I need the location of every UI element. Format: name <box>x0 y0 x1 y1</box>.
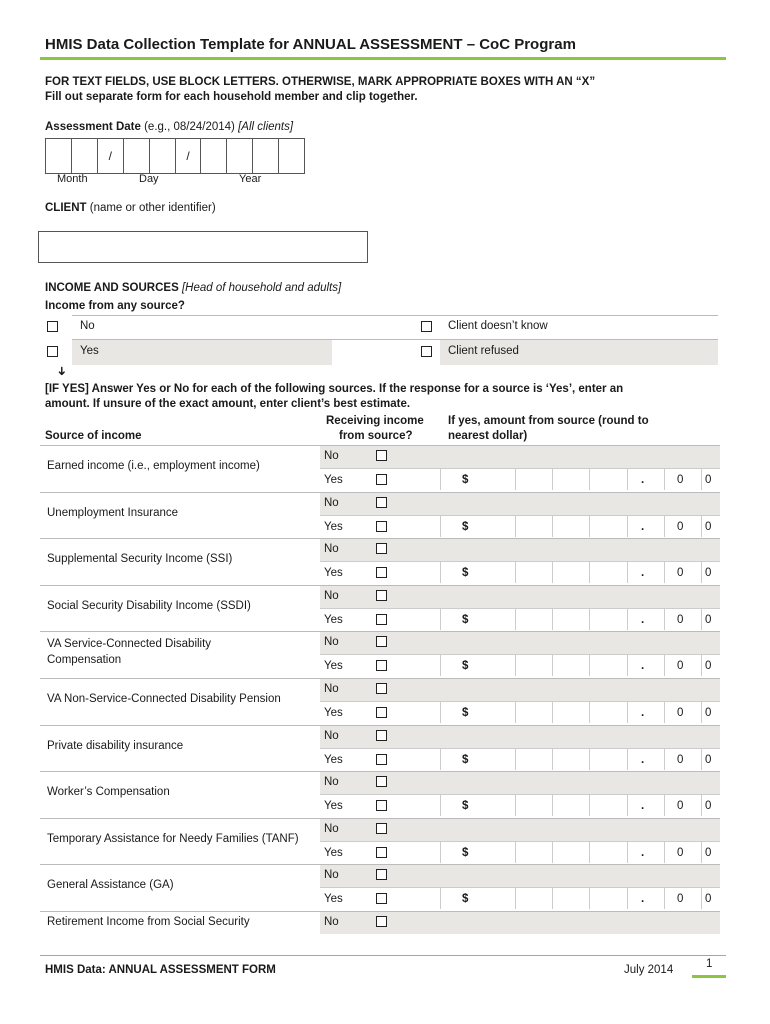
date-box[interactable] <box>124 139 150 173</box>
title-rule <box>40 57 726 60</box>
receiving-no-checkbox[interactable] <box>376 916 387 927</box>
decimal-point: . <box>641 800 645 813</box>
dollar-sign: $ <box>462 520 469 533</box>
decimal-point: . <box>641 707 645 719</box>
income-refused-checkbox[interactable] <box>421 346 432 357</box>
cents-zero: 0 <box>705 613 712 626</box>
cents-zero: 0 <box>677 660 684 673</box>
cents-zero: 0 <box>705 660 712 673</box>
cents-zero: 0 <box>677 846 684 859</box>
receiving-no-checkbox[interactable] <box>376 730 387 741</box>
dollar-sign: $ <box>462 893 469 906</box>
amount-input[interactable] <box>448 842 708 862</box>
cents-zero: 0 <box>705 474 712 486</box>
receiving-no-checkbox[interactable] <box>376 497 387 508</box>
receiving-no-label: No <box>324 636 339 649</box>
cents-zero: 0 <box>677 567 684 580</box>
receiving-yes-label: Yes <box>324 753 343 766</box>
col-source-header: Source of income <box>45 430 142 442</box>
income-source-label: Unemployment Insurance <box>47 506 179 519</box>
month-caption: Month <box>57 173 88 185</box>
col-receiving-header-2: from source? <box>339 430 413 442</box>
receiving-yes-checkbox[interactable] <box>376 614 387 625</box>
cents-zero: 0 <box>677 893 684 906</box>
income-source-label: VA Non-Service-Connected Disability Pension <box>47 693 281 705</box>
receiving-yes-label: Yes <box>324 474 343 486</box>
receiving-yes-checkbox[interactable] <box>376 800 387 811</box>
decimal-point: . <box>641 474 645 486</box>
date-box[interactable] <box>279 139 304 173</box>
ifyes-line-1: [IF YES] Answer Yes or No for each of the following sources. If the response for a source is ‘Yes’, enter an <box>45 383 624 395</box>
receiving-no-label: No <box>324 822 339 835</box>
instruction-1: FOR TEXT FIELDS, USE BLOCK LETTERS. OTHERWISE, MARK APPROPRIATE BOXES WITH AN “X” <box>45 76 596 88</box>
receiving-no-checkbox[interactable] <box>376 543 387 554</box>
ifyes-line-2: amount. If unsure of the exact amount, enter client’s best estimate. <box>45 398 411 410</box>
income-dont-know-checkbox[interactable] <box>421 321 432 332</box>
receiving-yes-checkbox[interactable] <box>376 474 387 485</box>
amount-input[interactable] <box>448 609 708 629</box>
receiving-no-label: No <box>324 543 339 556</box>
cents-zero: 0 <box>677 520 684 533</box>
cents-zero: 0 <box>677 707 684 719</box>
assessment-date-label: Assessment Date (e.g., 08/24/2014) [All clients] <box>45 121 294 133</box>
date-box[interactable] <box>72 139 98 173</box>
receiving-no-label: No <box>324 729 339 742</box>
receiving-yes-checkbox[interactable] <box>376 660 387 671</box>
cents-zero: 0 <box>677 753 684 766</box>
receiving-yes-label: Yes <box>324 707 343 719</box>
receiving-no-label: No <box>324 496 339 509</box>
date-box[interactable] <box>46 139 72 173</box>
income-refused-label: Client refused <box>448 345 519 357</box>
date-box[interactable] <box>253 139 279 173</box>
date-box[interactable] <box>150 139 176 173</box>
income-source-label: Temporary Assistance for Needy Families (TANF) <box>47 832 299 845</box>
dollar-sign: $ <box>462 753 469 766</box>
year-caption: Year <box>239 173 262 185</box>
receiving-yes-label: Yes <box>324 893 343 906</box>
col-amount-header-1: If yes, amount from source (round to <box>448 415 649 427</box>
cents-zero: 0 <box>677 474 684 486</box>
cents-zero: 0 <box>705 567 712 580</box>
page-number-bar <box>692 975 726 978</box>
receiving-yes-label: Yes <box>324 613 343 626</box>
receiving-yes-checkbox[interactable] <box>376 847 387 858</box>
date-slash: / <box>176 139 202 173</box>
dollar-sign: $ <box>462 474 469 486</box>
dollar-sign: $ <box>462 846 469 859</box>
income-source-label: Supplemental Security Income (SSI) <box>47 553 233 566</box>
receiving-yes-checkbox[interactable] <box>376 893 387 904</box>
receiving-yes-label: Yes <box>324 520 343 533</box>
amount-input[interactable] <box>448 702 708 722</box>
date-slash: / <box>98 139 124 173</box>
receiving-no-label: No <box>324 916 339 928</box>
income-source-label: Earned income (i.e., employment income) <box>47 460 260 472</box>
income-source-label: Social Security Disability Income (SSDI) <box>47 599 251 612</box>
amount-input[interactable] <box>448 469 708 489</box>
client-name-input[interactable] <box>38 231 368 263</box>
income-source-label: Private disability insurance <box>47 739 184 752</box>
receiving-no-checkbox[interactable] <box>376 683 387 694</box>
cents-zero: 0 <box>705 753 712 766</box>
decimal-point: . <box>641 753 645 766</box>
decimal-point: . <box>641 660 645 673</box>
receiving-no-checkbox[interactable] <box>376 450 387 461</box>
income-source-label: Worker’s Compensation <box>47 786 170 799</box>
income-source-label: VA Service-Connected Disability <box>47 638 212 651</box>
amount-input[interactable] <box>448 655 708 675</box>
receiving-no-checkbox[interactable] <box>376 869 387 880</box>
decimal-point: . <box>641 846 645 859</box>
income-source-label: General Assistance (GA) <box>47 879 174 892</box>
income-yes-checkbox[interactable] <box>47 346 58 357</box>
receiving-yes-checkbox[interactable] <box>376 754 387 765</box>
cents-zero: 0 <box>677 613 684 626</box>
receiving-no-label: No <box>324 869 339 882</box>
cents-zero: 0 <box>677 800 684 813</box>
amount-input[interactable] <box>448 562 708 582</box>
dollar-sign: $ <box>462 660 469 673</box>
receiving-no-checkbox[interactable] <box>376 776 387 787</box>
arrow-down-icon: ➜ <box>55 365 70 377</box>
receiving-no-label: No <box>324 589 339 602</box>
dollar-sign: $ <box>462 613 469 626</box>
receiving-yes-label: Yes <box>324 846 343 859</box>
instruction-2: Fill out separate form for each household member and clip together. <box>45 91 418 103</box>
receiving-no-checkbox[interactable] <box>376 636 387 647</box>
receiving-yes-checkbox[interactable] <box>376 521 387 532</box>
cents-zero: 0 <box>705 707 712 719</box>
income-question: Income from any source? <box>45 300 185 312</box>
dollar-sign: $ <box>462 567 469 580</box>
income-dont-know-label: Client doesn’t know <box>448 320 548 332</box>
income-yes-label: Yes <box>80 345 99 357</box>
dollar-sign: $ <box>462 800 469 813</box>
assessment-date-field[interactable] <box>45 138 305 174</box>
date-box[interactable] <box>227 139 253 173</box>
receiving-no-label: No <box>324 776 339 789</box>
receiving-no-label: No <box>324 683 339 695</box>
dollar-sign: $ <box>462 707 469 719</box>
form-title: HMIS Data Collection Template for ANNUAL ASSESSMENT – CoC Program <box>45 36 576 53</box>
receiving-yes-checkbox[interactable] <box>376 567 387 578</box>
decimal-point: . <box>641 567 645 580</box>
amount-input[interactable] <box>448 749 708 769</box>
date-box[interactable] <box>201 139 227 173</box>
cents-zero: 0 <box>705 893 712 906</box>
cents-zero: 0 <box>705 520 712 533</box>
income-no-label: No <box>80 320 95 332</box>
receiving-yes-label: Yes <box>324 567 343 580</box>
cents-zero: 0 <box>705 800 712 813</box>
decimal-point: . <box>641 893 645 906</box>
footer-title: HMIS Data: ANNUAL ASSESSMENT FORM <box>45 964 276 976</box>
decimal-point: . <box>641 613 645 626</box>
income-no-checkbox[interactable] <box>47 321 58 332</box>
cents-zero: 0 <box>705 846 712 859</box>
income-source-label: Retirement Income from Social Security <box>47 916 250 928</box>
col-amount-header-2: nearest dollar) <box>448 430 528 442</box>
income-source-label-line2: Compensation <box>47 654 122 667</box>
footer-date: July 2014 <box>624 964 674 976</box>
receiving-yes-checkbox[interactable] <box>376 707 387 718</box>
receiving-yes-label: Yes <box>324 660 343 673</box>
page-number: 1 <box>706 958 713 970</box>
receiving-yes-label: Yes <box>324 800 343 813</box>
receiving-no-label: No <box>324 450 339 462</box>
income-heading: INCOME AND SOURCES [Head of household and adults] <box>45 282 342 294</box>
day-caption: Day <box>139 173 159 185</box>
client-label: CLIENT (name or other identifier) <box>45 202 216 214</box>
col-receiving-header-1: Receiving income <box>326 415 424 427</box>
receiving-no-checkbox[interactable] <box>376 590 387 601</box>
amount-input[interactable] <box>448 888 708 908</box>
decimal-point: . <box>641 520 645 533</box>
receiving-no-checkbox[interactable] <box>376 823 387 834</box>
amount-input[interactable] <box>448 795 708 815</box>
amount-input[interactable] <box>448 516 708 536</box>
